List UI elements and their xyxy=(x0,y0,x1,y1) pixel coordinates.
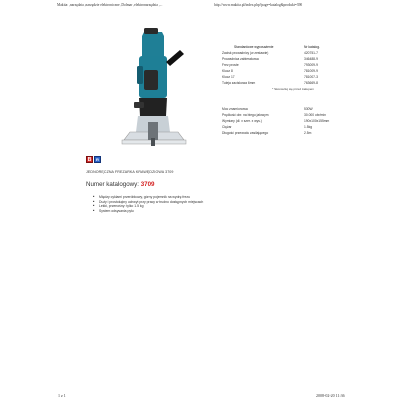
technical-data-table xyxy=(222,106,332,136)
row-value: 346488-9 xyxy=(304,57,318,61)
row-value: 530W xyxy=(304,107,313,111)
catalog-number: 3709 xyxy=(140,181,155,188)
page-counter: 1 z 1 xyxy=(58,393,66,398)
table-row xyxy=(222,130,332,136)
row-value: 793009-9 xyxy=(304,63,318,67)
catalog-label: Numer katalogowy: xyxy=(86,181,139,188)
badge-r-icon[interactable]: R xyxy=(94,156,101,163)
row-value: 190x100x155mm xyxy=(304,119,330,123)
row-label: Ciężar xyxy=(222,125,232,129)
product-title: JEDNORĘCZNA FREZARKA KRAWĘDZIOWA 3709 xyxy=(86,170,174,174)
row-label: Zacisk prowadnicy (w zestawie) xyxy=(222,51,269,55)
catalog-number-heading: Nr katalog. xyxy=(304,45,320,49)
print-header-title: Makita: ,narzędzia ,narzędzie elektroniczne ,Dolmar ,elektronarzędzia ,... xyxy=(57,3,163,7)
row-value: 2.5m xyxy=(304,131,312,135)
product-badges xyxy=(86,156,101,163)
row-label: Moc znamionowa xyxy=(222,107,248,111)
list-item: ■ System odsysania pyłu xyxy=(93,209,243,214)
standard-equipment-table xyxy=(222,44,332,92)
print-header-url: http://www.makita.pl/index.php?page=katalog&produkt=390 xyxy=(214,3,303,7)
list-item: ■ Duży i prostokątny uchwyt przy pracy w trudno dostępnych miejscach xyxy=(93,200,243,205)
row-label: Tuleja zaciskowa 6mm xyxy=(222,81,256,85)
list-item: ■ Między cyklami przeróbkowy, górny pojemnik na wydrę frezu xyxy=(93,195,243,200)
row-label: Klucz 17 xyxy=(222,75,235,79)
row-value: 763669-8 xyxy=(304,81,318,85)
row-label: Klucz 8 xyxy=(222,69,233,73)
row-label: Prowadnica zabierakowa xyxy=(222,57,259,61)
row-value: 30.000 obr/min xyxy=(304,113,326,117)
row-value: 781007-3 xyxy=(304,75,318,79)
print-timestamp: 2008-02-20 11:36 xyxy=(316,393,345,398)
catalog-number-line xyxy=(86,181,154,188)
list-item: ■ Lekki, przenośny: tylko 1.5 kg xyxy=(93,204,243,209)
row-label: Długość przewodu zasilającego xyxy=(222,131,269,135)
product-image xyxy=(104,22,199,157)
feature-list xyxy=(93,195,243,213)
row-value: 781009-9 xyxy=(304,69,318,73)
row-label: Frez proste xyxy=(222,63,239,67)
standard-equipment-heading: Standardowe wyposażenie xyxy=(234,45,274,49)
equipment-note: * Skonsultuj się przed zakupem xyxy=(272,87,314,91)
row-label: Prędkość obr. na biegu jałowym xyxy=(222,113,269,117)
badge-b-icon[interactable]: B xyxy=(87,156,92,163)
row-value: 1.5kg xyxy=(304,125,313,129)
row-value: 420751-7 xyxy=(304,51,318,55)
row-label: Wymiary (dł. x szer. x wys.) xyxy=(222,119,262,123)
